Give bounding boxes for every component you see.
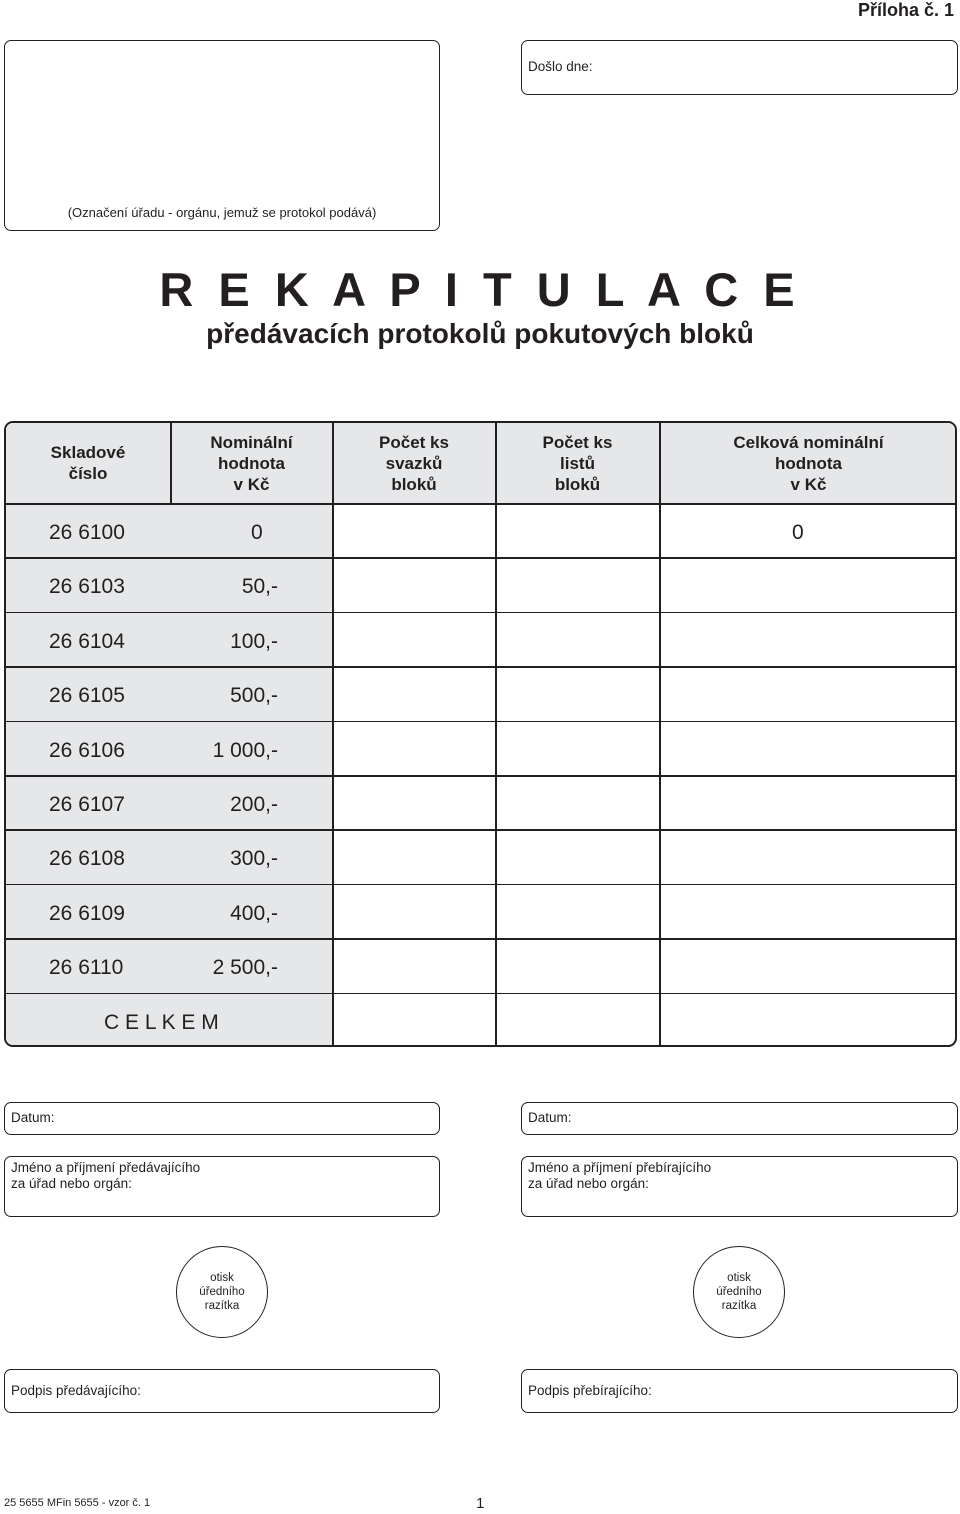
row-nominal-value: 500,- <box>230 684 278 708</box>
row-code: 26 6104 <box>49 629 125 653</box>
row-bundles-cell[interactable] <box>334 777 494 829</box>
row-code: 26 6100 <box>49 521 125 544</box>
total-value-cell[interactable] <box>661 995 956 1045</box>
row-bundles-cell[interactable] <box>334 668 494 720</box>
right-name-field[interactable] <box>521 1156 958 1217</box>
row-code: 26 6109 <box>49 901 125 925</box>
received-date-box[interactable] <box>521 40 958 95</box>
row-sheets-cell[interactable] <box>497 940 658 992</box>
row-total-cell[interactable] <box>661 559 956 611</box>
left-date-label: Datum: <box>11 1110 55 1125</box>
office-designation-box[interactable] <box>4 40 440 231</box>
right-signature-label: Podpis přebírajícího: <box>528 1383 652 1398</box>
row-total-cell[interactable] <box>661 777 956 829</box>
row-nominal-value: 50,- <box>241 575 278 599</box>
header-sheets: Počet ks listů bloků <box>496 423 659 503</box>
row-sheets-cell[interactable] <box>497 668 658 720</box>
row-total-cell[interactable] <box>661 940 956 992</box>
header-total: Celková nominální hodnota v Kč <box>660 423 957 503</box>
row-total-cell[interactable] <box>661 723 956 775</box>
row-nominal-value: 200,- <box>230 793 278 816</box>
page-title: R E K A P I T U L A C E <box>159 263 801 316</box>
row-sheets-cell[interactable] <box>497 777 658 829</box>
row-code: 26 6110 <box>49 956 124 980</box>
row-nominal-value: 1 000,- <box>212 738 278 762</box>
left-stamp-circle: otisk úředního razítka <box>176 1246 268 1338</box>
row-bundles-cell[interactable] <box>334 559 494 611</box>
row-nominal-value: 100,- <box>230 629 278 653</box>
row-bundles-cell[interactable] <box>334 831 494 883</box>
row-code: 26 6105 <box>49 684 125 708</box>
row-code: 26 6108 <box>49 847 125 871</box>
row-sheets-cell[interactable] <box>497 831 658 883</box>
row-bundles-cell[interactable] <box>334 505 494 557</box>
row-sheets-cell[interactable] <box>497 723 658 775</box>
left-date-field[interactable] <box>4 1102 440 1135</box>
row-nominal-value: 300,- <box>230 847 278 871</box>
row-total-cell[interactable] <box>661 668 956 720</box>
total-sheets-cell[interactable] <box>497 995 658 1045</box>
row-nominal-value: 400,- <box>230 901 278 925</box>
row-bundles-cell[interactable] <box>334 940 494 992</box>
right-date-label: Datum: <box>528 1110 572 1125</box>
row-sheets-cell[interactable] <box>497 886 658 938</box>
header-nominal: Nominální hodnota v Kč <box>171 423 332 503</box>
row-bundles-cell[interactable] <box>334 614 494 666</box>
left-name-field[interactable] <box>4 1156 440 1217</box>
total-row-label: C E L K E M <box>104 1011 219 1034</box>
left-signature-label: Podpis předávajícího: <box>11 1383 141 1398</box>
row-code: 26 6107 <box>49 793 125 816</box>
header-code: Skladové číslo <box>6 423 170 503</box>
right-name-label: Jméno a příjmení přebírajícího za úřad nebo orgán: <box>528 1160 712 1191</box>
left-name-label: Jméno a příjmení předávajícího za úřad nebo orgán: <box>11 1160 201 1191</box>
header-bundles: Počet ks svazků bloků <box>333 423 495 503</box>
left-signature-field[interactable] <box>4 1369 440 1413</box>
row-sheets-cell[interactable] <box>497 559 658 611</box>
total-bundles-cell[interactable] <box>334 995 494 1045</box>
row-code: 26 6106 <box>49 738 125 762</box>
row-nominal-value: 0 <box>251 521 263 544</box>
row-nominal-value: 2 500,- <box>212 956 278 980</box>
form-code: 25 5655 MFin 5655 - vzor č. 1 <box>4 1497 151 1509</box>
row-total-value: 0 <box>792 521 804 544</box>
row-total-cell[interactable] <box>661 831 956 883</box>
right-signature-field[interactable] <box>521 1369 958 1413</box>
page-number: 1 <box>476 1495 485 1512</box>
right-date-field[interactable] <box>521 1102 958 1135</box>
row-total-cell[interactable] <box>661 886 956 938</box>
received-date-label: Došlo dne: <box>528 59 593 74</box>
right-stamp-circle: otisk úředního razítka <box>693 1246 785 1338</box>
row-total-cell[interactable] <box>661 614 956 666</box>
row-sheets-cell[interactable] <box>497 614 658 666</box>
row-code: 26 6103 <box>49 575 125 599</box>
row-bundles-cell[interactable] <box>334 886 494 938</box>
office-designation-caption: (Označení úřadu - orgánu, jemuž se protokol podává) <box>67 205 377 220</box>
row-bundles-cell[interactable] <box>334 723 494 775</box>
recap-table <box>4 421 957 1047</box>
attachment-label: Příloha č. 1 <box>857 0 954 20</box>
row-sheets-cell[interactable] <box>497 505 658 557</box>
page-subtitle: předávacích protokolů pokutových bloků <box>206 318 754 349</box>
